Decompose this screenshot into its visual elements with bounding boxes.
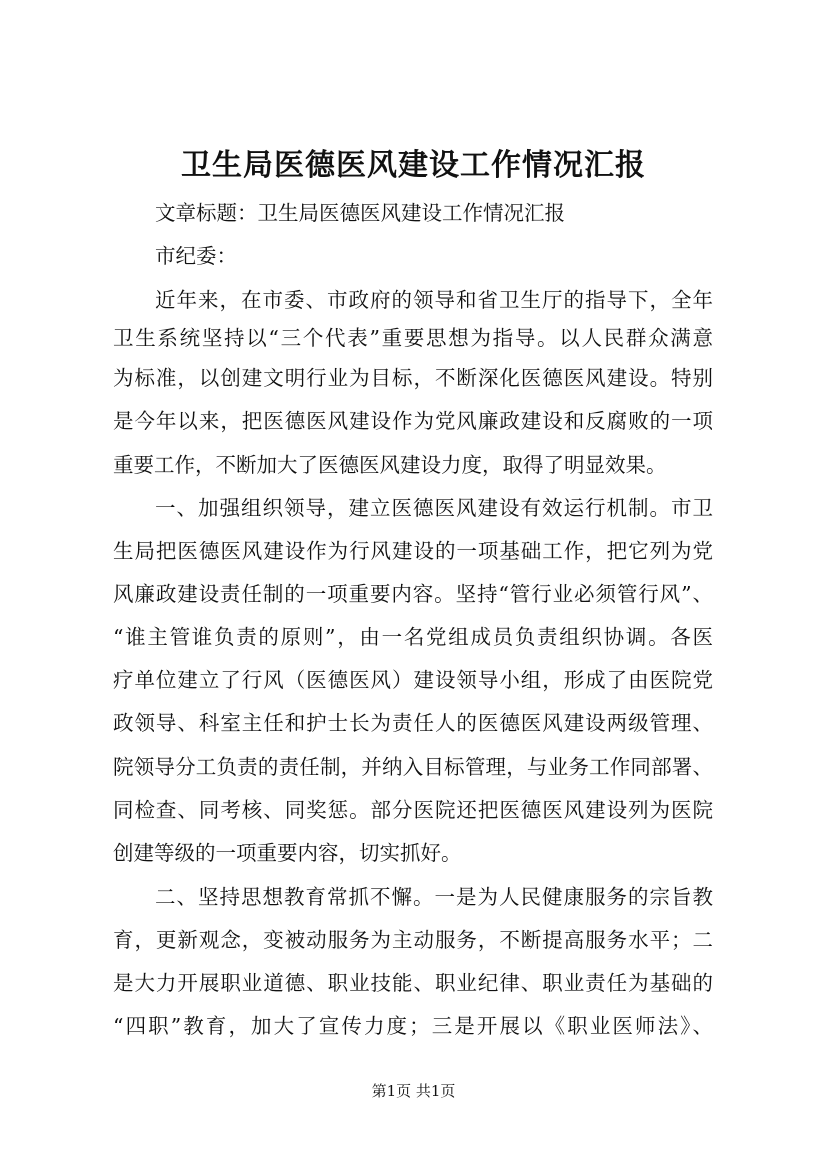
text-line: 是大力开展职业道德、职业技能、职业纪律、职业责任为基础的 <box>113 971 713 995</box>
text-line: 疗单位建立了行风（医德医风）建设领导小组，形成了由医院党 <box>113 668 713 692</box>
document-title: 卫生局医德医风建设工作情况汇报 <box>181 148 646 183</box>
article-title-line: 文章标题：卫生局医德医风建设工作情况汇报 <box>155 201 565 225</box>
text-line: 近年来，在市委、市政府的领导和省卫生厅的指导下，全年 <box>155 288 713 312</box>
text-line: “谁主管谁负责的原则”，由一名党组成员负责组织协调。各医 <box>113 625 713 649</box>
text-line: 二、坚持思想教育常抓不懈。一是为人民健康服务的宗旨教 <box>155 885 713 909</box>
text-line: 创建等级的一项重要内容，切实抓好。 <box>113 841 462 865</box>
salutation-line: 市纪委： <box>155 244 237 268</box>
text-line: 一、加强组织领导，建立医德医风建设有效运行机制。市卫 <box>155 496 713 520</box>
text-line: 育，更新观念，变被动服务为主动服务，不断提高服务水平；二 <box>113 928 713 952</box>
text-line: 风廉政建设责任制的一项重要内容。坚持“管行业必须管行风”、 <box>113 582 713 606</box>
page-number-footer: 第1页 共1页 <box>371 1082 456 1100</box>
text-line: 是今年以来，把医德医风建设作为党风廉政建设和反腐败的一项 <box>113 409 713 433</box>
text-line: 为标准，以创建文明行业为目标，不断深化医德医风建设。特别 <box>113 366 713 390</box>
text-line: “四职”教育，加大了宣传力度；三是开展以《职业医师法》、 <box>113 1014 713 1038</box>
text-line: 卫生系统坚持以“三个代表”重要思想为指导。以人民群众满意 <box>113 326 713 350</box>
text-line: 重要工作，不断加大了医德医风建设力度，取得了明显效果。 <box>113 453 667 477</box>
text-line: 生局把医德医风建设作为行风建设的一项基础工作，把它列为党 <box>113 539 713 563</box>
text-line: 院领导分工负责的责任制，并纳入目标管理，与业务工作同部署、 <box>113 755 713 779</box>
text-line: 同检查、同考核、同奖惩。部分医院还把医德医风建设列为医院 <box>113 798 713 822</box>
text-line: 政领导、科室主任和护士长为责任人的医德医风建设两级管理、 <box>113 711 713 735</box>
